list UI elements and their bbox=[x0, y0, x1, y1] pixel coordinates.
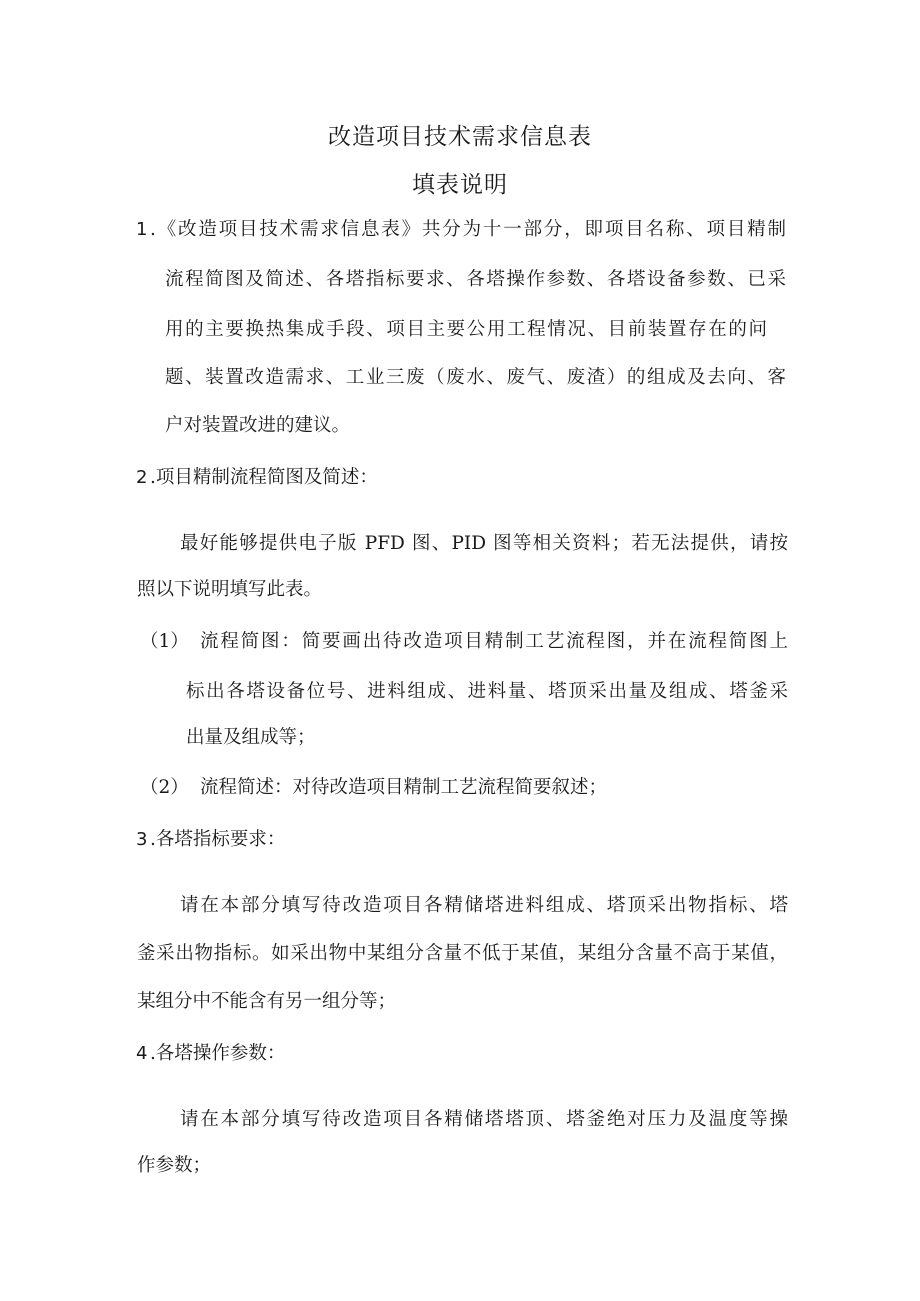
section-2-para-line-2: 照以下说明填写此表。 bbox=[137, 579, 323, 600]
section-1-line-2: 流程简图及简述、各塔指标要求、各塔操作参数、各塔设备参数、已采 bbox=[165, 269, 786, 290]
section-2-para-line-1: 最好能够提供电子版 PFD 图、PID 图等相关资料；若无法提供，请按 bbox=[180, 533, 788, 554]
page-subtitle: 填表说明 bbox=[412, 172, 508, 198]
section-4-para-line-2: 作参数； bbox=[137, 1155, 212, 1176]
section-1-line-5: 户对装置改进的建议。 bbox=[165, 415, 351, 436]
page-title: 改造项目技术需求信息表 bbox=[328, 124, 592, 150]
section-2-item-1-line-2: 标出各塔设备位号、进料组成、进料量、塔顶采出量及组成、塔釜采 bbox=[186, 681, 788, 702]
section-2-number: 2 bbox=[136, 467, 148, 488]
section-3-heading: .各塔指标要求： bbox=[150, 829, 286, 850]
section-2-item-2-label: （2） bbox=[140, 777, 189, 798]
section-2-heading: .项目精制流程简图及简述： bbox=[150, 467, 378, 488]
section-4-number: 4 bbox=[136, 1043, 148, 1064]
section-1-number: 1 bbox=[136, 219, 148, 240]
section-3-number: 3 bbox=[136, 829, 148, 850]
section-2-item-1-label: （1） bbox=[140, 631, 189, 652]
section-4-heading: .各塔操作参数： bbox=[150, 1043, 286, 1064]
section-3-para-line-2: 釜采出物指标。如采出物中某组分含量不低于某值，某组分含量不高于某值， bbox=[137, 943, 788, 964]
section-2-item-1-line-3: 出量及组成等； bbox=[186, 727, 316, 748]
section-3-para-line-3: 某组分中不能含有另一组分等； bbox=[137, 991, 397, 1012]
section-2-item-1-line-1: 流程简图：简要画出待改造项目精制工艺流程图，并在流程简图上 bbox=[200, 631, 788, 652]
section-4-para-line-1: 请在本部分填写待改造项目各精储塔塔顶、塔釜绝对压力及温度等操 bbox=[180, 1109, 788, 1130]
section-1-line-1: .《改造项目技术需求信息表》共分为十一部分，即项目名称、项目精制 bbox=[150, 219, 786, 240]
section-2-item-2-line-1: 流程简述：对待改造项目精制工艺流程简要叙述； bbox=[200, 777, 608, 798]
section-3-para-line-1: 请在本部分填写待改造项目各精储塔进料组成、塔顶采出物指标、塔 bbox=[180, 895, 788, 916]
section-1-line-4: 题、装置改造需求、工业三废（废水、废气、废渣）的组成及去向、客 bbox=[165, 367, 786, 388]
section-1-line-3: 用的主要换热集成手段、项目主要公用工程情况、目前装置存在的问 bbox=[165, 319, 767, 340]
